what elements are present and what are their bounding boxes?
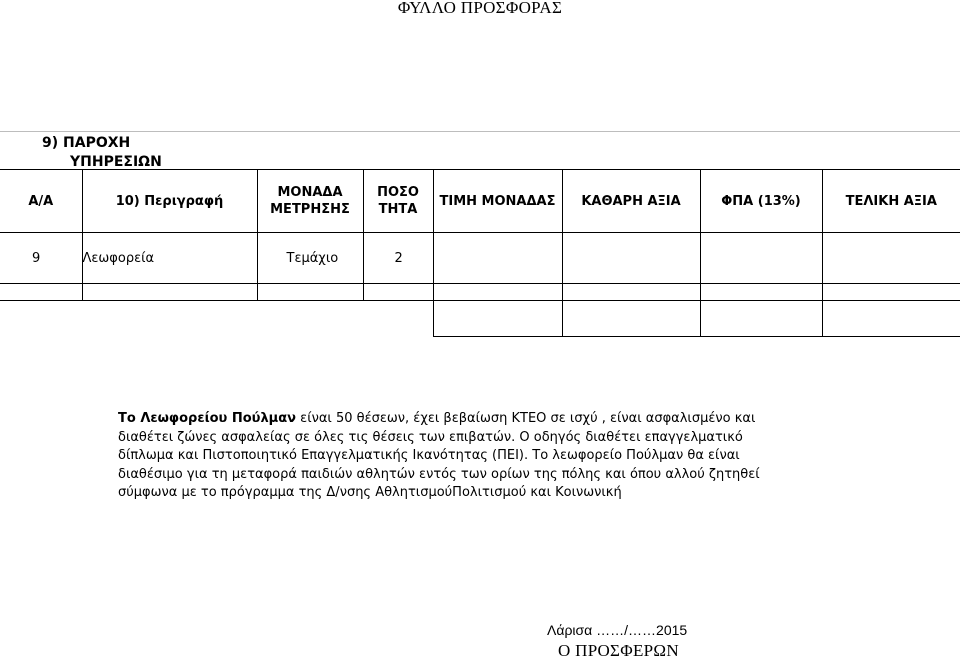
cell-unit: Τεμάχιο xyxy=(257,233,363,284)
service-title-line2: ΥΠΗΡΕΣΙΩΝ xyxy=(70,154,162,170)
header-description: 10) Περιγραφή xyxy=(82,170,257,233)
cell-quantity: 2 xyxy=(363,233,433,284)
header-net-value: ΚΑΘΑΡΗ ΑΞΙΑ xyxy=(562,170,700,233)
blank-cell xyxy=(562,301,700,337)
header-vat: ΦΠΑ (13%) xyxy=(700,170,822,233)
blank-cell xyxy=(822,284,960,301)
header-total-value: ΤΕΛΙΚΗ ΑΞΙΑ xyxy=(822,170,960,233)
blank-cell xyxy=(257,284,363,301)
table-row xyxy=(0,301,960,337)
blank-cell xyxy=(0,284,82,301)
blank-cell xyxy=(433,284,562,301)
cell-total-value xyxy=(822,233,960,284)
blank-cell xyxy=(562,284,700,301)
table-header-row xyxy=(0,170,960,233)
blank-cell xyxy=(0,301,433,337)
header-aa: Α/Α xyxy=(0,170,82,233)
blank-cell xyxy=(822,301,960,337)
service-title xyxy=(42,134,162,172)
blank-cell xyxy=(82,284,257,301)
cell-description: Λεωφορεία xyxy=(82,233,257,284)
offer-description xyxy=(118,410,798,503)
cell-aa: 9 xyxy=(0,233,82,284)
blank-cell xyxy=(700,284,822,301)
table-row xyxy=(0,233,960,284)
cell-vat xyxy=(700,233,822,284)
blank-cell xyxy=(363,284,433,301)
table-row xyxy=(0,284,960,301)
signature-date: Λάρισα ……/……2015 xyxy=(547,622,688,638)
service-title-line1: 9) ΠΑΡΟΧΗ xyxy=(42,135,131,151)
signature-label: Ο ΠΡΟΣΦΕΡΩΝ xyxy=(558,641,679,660)
header-divider xyxy=(0,131,960,132)
header-unit-price: ΤΙΜΗ ΜΟΝΑΔΑΣ xyxy=(433,170,562,233)
blank-cell xyxy=(700,301,822,337)
description-bold: Το Λεωφορείου Πούλμαν xyxy=(118,411,297,426)
cell-net-value xyxy=(562,233,700,284)
blank-cell xyxy=(433,301,562,337)
offer-table xyxy=(0,169,960,337)
description-text: είναι 50 θέσεων, έχει βεβαίωση ΚΤΕΟ σε ισχύ , είναι ασφαλισμένο και διαθέτει ζώνες ασφαλείας σε όλες τις θέσεις των επιβατών. Ο οδηγός διαθέτει επαγγελματικό δίπλωμα και Πιστοποιητικό Επαγγελματικής Ικανότητας (ΠΕΙ). Το λεωφορείο Πούλμαν θα είναι διαθέσιμο για τη μεταφορά παιδιών αθλητών εντός των ορίων της πόλης και όπου αλλού ζητηθεί σύμφωνα με το πρόγραμμα της Δ/νσης ΑθλητισμούΠολιτισμού και Κοινωνική xyxy=(118,411,760,501)
document-title: ΦΥΛΛΟ ΠΡΟΣΦΟΡΑΣ xyxy=(397,0,563,17)
header-quantity: ΠΟΣΟ ΤΗΤΑ xyxy=(363,170,433,233)
cell-unit-price xyxy=(433,233,562,284)
header-unit: ΜΟΝΑΔΑ ΜΕΤΡΗΣΗΣ xyxy=(257,170,363,233)
